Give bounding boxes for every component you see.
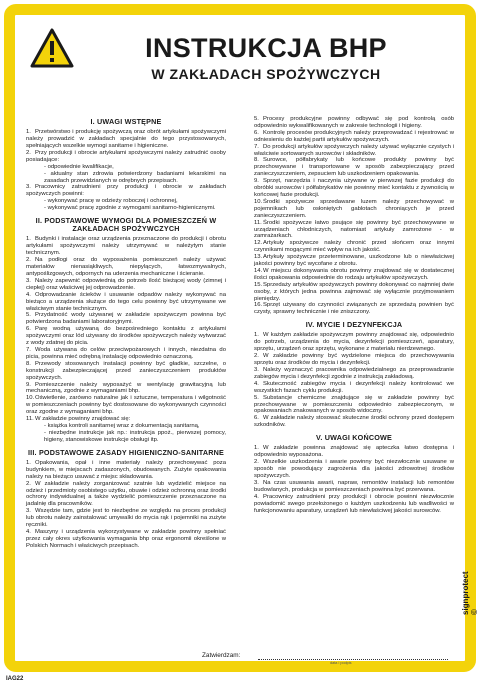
instruction-item [254,157,454,178]
item-text: Woda używana do celów przeciwpożarowych i innych, niezdatna do picia, powinna mieć odrębną instalację odpowiednio oznaczoną. [26,346,226,360]
item-text: Maszyny i urządzenia wykorzystywane w zakładzie powinny spełniać przez cały okres użytkowania wymagania bhp oraz ergonomii określone w Polskich Normach i właściwych przepisach. [26,528,226,549]
item-number: 2. [254,459,259,466]
instruction-item [254,254,454,268]
instruction-item [26,312,226,326]
instruction-item [254,395,454,416]
item-number: 11. [26,416,34,423]
left-column [26,116,226,553]
instruction-item [26,150,226,164]
instruction-item [26,164,226,171]
item-text: Wszelkie uszkodzenia i awarie powinny być niezwłocznie usuwane w sposób nie powodujący zagrożenia dla jakości zdrowotnej środków spożywczych. [254,459,454,479]
section-gap [254,429,454,432]
instruction-item [254,144,454,158]
item-number: 6. [254,415,259,422]
instruction-item [254,381,454,395]
instruction-item [254,220,454,241]
item-number: 2. [26,480,31,487]
signature-hint: data i podpis [330,661,352,665]
instruction-item [26,129,226,150]
item-text: Należy zapewnić odpowiednią do potrzeb ilość bieżącej wody (zimnej i ciepłej) oraz właściwej jej odprowadzenie. [26,277,226,291]
instruction-item [254,116,454,130]
item-text: Oświetlenie, zarówno naturalne jak i sztuczne, temperatura i wilgotność w pomieszczeniach powinny być dostosowane do wykonywanych czynności oraz zgodne z wymaganiami bhp. [26,395,226,416]
section-gap [26,550,226,553]
item-text: Parę wodną używaną do bezpośredniego kontaktu z artykułami spożywczymi oraz lód używany do środków spożywczych należy wytwarzać z wody zdatnej do picia. [26,326,226,347]
item-text: Przewody stosowanych instalacji powinny być gładkie, szczelne, o konstrukcji zabezpieczającej przed zanieczyszczeniem produktów spożywczych. [26,360,226,381]
item-text: W zakładzie należy zorganizować szatnie lub wydzielić miejsce na odzież i przedmioty osobistego użytku, obuwie i odzież ochronną oraz środki ochrony indywidualnej a także wydzielić pomieszczenie przeznaczone na jadalnię dla pracowników. [26,480,226,508]
instruction-item [26,198,226,205]
item-number: 3. [26,184,31,191]
item-text: Pracownicy zatrudnieni przy produkcji i obrocie w zakładach spożywczych powinni: [26,184,226,198]
instruction-item [254,130,454,144]
item-text: Wszędzie tam, gdzie jest to niezbędne ze względu na proces produkcji lub obrotu należy zainstalować umywalki do mycia rąk i pojemniki na zużyte ręczniki. [26,508,226,529]
instruction-item [26,529,226,550]
item-number: 3. [254,367,259,374]
item-number: 5. [254,394,259,401]
item-text: Budynki i instalacje oraz urządzenia przeznaczone do produkcji i obrotu artykułami spożywczymi należy utrzymywać w należytym stanie technicznym. [26,236,226,257]
item-text: Substancje chemiczne znajdujące się w zakładzie powinny być przechowywane w pomieszczeniu odpowiednio zabezpieczonym, w opakowaniach znakowanych w sposób widoczny. [254,394,454,415]
item-text: Artykuły spożywcze należy chronić przed słońcem oraz innymi czynnikami mogącymi mieć wpływ na ich jakość. [254,240,454,254]
item-number: 4. [254,493,259,500]
instruction-item [254,415,454,429]
item-text: Odprowadzanie ścieków i usuwanie odpadów należy wykonywać na bieżąco a urządzenia służące do tego celu powinny być utrzymywane we właściwym stanie technicznym. [26,291,226,312]
instruction-item [254,199,454,220]
item-number: 5. [254,116,259,122]
brand-label: signprotect © [461,571,479,615]
section-gap [254,316,454,319]
instruction-list [26,129,226,212]
instruction-item [254,302,454,316]
item-text: Przetwórstwo i produkcję spożywczą oraz obrót artykułami spożywczymi należy prowadzić w zakładach specjalnie do tego przystosowanych, spełniających wszelkie wymogi sanitarne i higieniczne. [26,129,226,150]
item-text: Należy wyznaczyć pracownika odpowiedzialnego za przeprowadzanie zabiegów mycia i dezynfekcji zgodnie z instrukcją zakładową. [254,367,454,380]
instruction-item [26,423,226,430]
item-text: Pomieszczenie należy wyposażyć w wentylację grawitacyjną lub mechaniczną, zgodnie z wymaganiami bhp. [26,381,226,395]
item-text: Środki spożywcze sprzedawane luzem należy przechowywać w pojemnikach lub osłoniętych gablotach chroniących je przed zanieczyszczeniem. [254,198,454,219]
item-text: Na podłogi oraz do wyposażenia pomieszczeń należy używać materiałów nienasiąkliwych, niepylących, łatwozmywalnych, antypoślizgowych, odpornych na uderzenia mechaniczne i ścieranie. [26,257,226,278]
item-text: Kontrolę procesów produkcyjnych należy przeprowadzać i rejestrować w odniesieniu do każdej partii artykułów spożywczych. [254,129,454,143]
instruction-item [254,282,454,303]
instruction-item [26,481,226,509]
item-text: - aktualny stan zdrowia potwierdzony badaniami lekarskimi na zasadach przewidzianych w odrębnych przepisach. [44,170,226,184]
instruction-item [254,332,454,353]
item-number: 2. [254,353,259,360]
item-number: 13. [254,254,263,261]
item-text: Skuteczność zabiegów mycia i dezynfekcji należy kontrolować we wszystkich fazach cyklu produkcji. [254,380,454,394]
item-number: 6. [26,326,31,333]
item-number: 10. [254,198,263,205]
item-number: 5. [26,312,31,319]
instruction-item [254,459,454,480]
instruction-item [26,326,226,347]
section-gap [26,444,226,447]
instruction-item [254,445,454,459]
item-number: 1. [254,332,259,339]
item-text: Procesy produkcyjne powinny odbywać się pod kontrolą osób odpowiednio wykwalifikowanych w zakresie technologii i higieny. [254,116,454,129]
instruction-list [254,332,454,429]
header [22,22,458,94]
item-text: Surowce, półfabrykaty lub końcowe produkty powinny być przechowywane i transportowane w sposób zabezpieczający przed zanieczyszczeniem, zepsuciem lub uszkodzeniem opakowania. [254,157,454,178]
instruction-list [26,236,226,443]
instruction-item [26,292,226,313]
item-text: W zakładzie powinny być wydzielone miejsca do przechowywania sprzętu oraz środków do mycia i dezynfekcji. [254,353,454,367]
item-number: 2. [26,149,31,156]
item-number: 1. [26,129,31,136]
item-number: 12. [254,240,263,247]
item-text: - niezbędne instrukcje jak np.: instrukcja ppoż., pierwszej pomocy, higieny, stanowiskowe instrukcje obsługi itp. [44,429,226,443]
item-number: 9. [254,178,259,185]
instruction-item [26,171,226,185]
instruction-body [26,116,458,646]
item-text: - odpowiednie kwalifikacje, [44,163,114,170]
item-text: Na czas usuwania awarii, napraw, remontów instalacji lub remontów budowlanych, produkcja w pomieszczeniach powinna być przerwana. [254,479,454,493]
instruction-item [254,268,454,282]
instruction-item [26,347,226,361]
instruction-item [26,361,226,382]
item-number: 7. [254,143,259,150]
item-text: - wykonywać pracę w odzieży roboczej i ochronnej, [44,198,178,205]
instruction-item [254,353,454,367]
item-number: 4. [254,380,259,387]
warning-triangle-icon [30,28,74,68]
item-text: Do produkcji artykułów spożywczych należy używać wyłącznie czystych i właściwie sortowanych surowców i składników. [254,143,454,157]
right-column [254,116,454,517]
item-number: 1. [26,236,31,243]
item-number: 3. [26,508,31,515]
item-text: Środki spożywcze łatwo psujące się powinny być przechowywane w urządzeniach chłodniczych, natomiast artykuły zamrożone - w zamrażarkach. [254,219,454,240]
item-number: 1. [26,459,31,466]
item-text: W zakładzie należy stosować skuteczne środki ochrony przed dostępem szkodników. [254,415,454,429]
item-number: 16. [254,302,263,309]
instruction-item [254,367,454,381]
instruction-item [26,508,226,529]
item-number: 15. [254,281,263,288]
item-number: 6. [254,129,259,136]
section-gap [26,212,226,215]
instruction-item [26,184,226,198]
item-text: Pracownicy zatrudnieni przy produkcji i obrocie powinni niezwłocznie powiadomić swego przełożonego o każdym uszkodzeniu lub wadliwości w funkcjonowaniu aparatury, urządzeń lub niewłaściwej jakości surowców. [254,493,454,514]
instruction-list [254,445,454,514]
item-number: 10. [26,395,35,402]
product-code: IAG22 [6,676,24,682]
instruction-item [26,430,226,444]
item-text: Sprzęt, narzędzia i naczynia używane w pierwszej fazie produkcji do obróbki surowców i półfabrykatów nie powinny mieć kontaktu z żywnością w końcowej fazie produkcji. [254,178,454,198]
item-text: Sprzęt używany do czynności związanych ze sprzedażą powinien być czysty, sprawny technicznie i nie zniszczony. [254,302,454,316]
item-text: Przy produkcji i obrocie artykułami spożywczymi należy zatrudnić osoby posiadające: [26,149,226,163]
item-number: 8. [26,360,31,367]
item-text: - książka kontroli sanitarnej wraz z dokumentacją sanitarną, [44,422,200,429]
item-text: W zakładzie powinny znajdować się: [35,416,131,423]
item-number: 3. [26,277,31,284]
item-number: 1. [254,445,259,452]
item-text: - wykonywać pracę zgodnie z wymogami sanitarno-higienicznymi. [44,205,216,212]
item-text: Sprzedaży artykułów spożywczych powinny dokonywać co najmniej dwie osoby, z których jedna powinna zajmować się wyłącznie przyjmowaniem pieniędzy. [254,281,454,302]
item-number: 3. [254,479,259,486]
instruction-item [26,278,226,292]
instruction-item [254,494,454,515]
instruction-item [254,178,454,199]
instruction-item [26,395,226,416]
instruction-list [254,116,454,316]
instruction-item [26,416,226,423]
item-text: Opakowania, opał i inne materiały należy przechowywać poza budynkiem, w miejscach zadaszonych, obudowanych. Zużyte opakowania należy na bieżąco usuwać z miejsc składowania. [26,459,226,480]
item-number: 14. [254,267,263,274]
item-text: W miejscu dokonywania obrotu powinny znajdować się w dostatecznej ilości opakowania odpowiednie do rodzaju artykułów spożywczych. [254,267,454,281]
instruction-item [26,257,226,278]
item-number: 4. [26,528,31,535]
item-number: 2. [26,257,31,264]
section-title: I. UWAGI WSTĘPNE [90,117,162,126]
section-title: II. PODSTAWOWE WYMOGI DLA POMIESZCZEŃ W ZAKŁADACH SPOŻYWCZYCH [35,216,217,234]
instruction-item [26,236,226,257]
signature-line [258,659,448,660]
instruction-item [26,205,226,212]
section-title: IV. MYCIE I DEZYNFEKCJA [305,320,403,330]
approved-label: Zatwierdzam: [202,652,241,659]
item-text: Przydatność wody używanej w zakładzie spożywczym powinna być potwierdzona badaniami laboratoryjnymi. [26,312,226,326]
section-title: V. UWAGI KOŃCOWE [315,433,392,443]
page-subtitle: W ZAKŁADACH SPOŻYWCZYCH [151,66,381,82]
page-title: INSTRUKCJA BHP [145,33,387,63]
item-number: 4. [26,291,31,298]
item-number: 11. [254,219,262,226]
item-text: W każdym zakładzie spożywczym powinny znajdować się, odpowiednio do potrzeb, urządzenia do mycia, dezynfekcji pomieszczeń, aparatury, sprzętu, urządzeń oraz sprzętu, wykonane z materiału nierdzewnego. [254,332,454,353]
item-text: Artykuły spożywcze przeterminowane, uszkodzone lub o niewłaściwej jakości powinny być wycofane z obrotu. [254,254,454,268]
instruction-item [26,460,226,481]
section-gap [254,514,454,517]
section-title: III. PODSTAWOWE ZASADY HIGIENICZNO-SANITARNE [27,447,225,457]
item-text: W zakładzie powinna znajdować się apteczka łatwo dostępna i odpowiednio wyposażona. [254,445,454,459]
instruction-item [26,382,226,396]
item-number: 8. [254,157,259,164]
instruction-item [254,480,454,494]
instruction-list [26,460,226,550]
instruction-item [254,240,454,254]
item-number: 9. [26,381,31,388]
item-number: 7. [26,346,31,353]
